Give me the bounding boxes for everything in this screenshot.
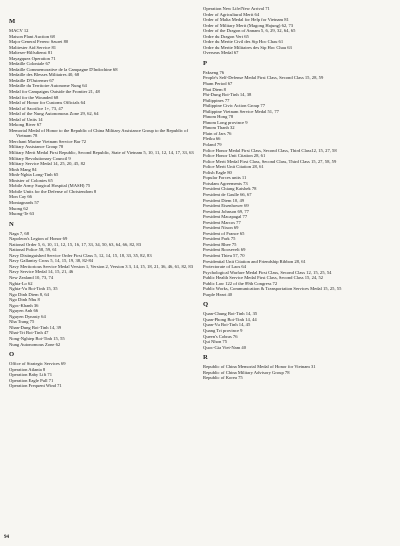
index-column-left bbox=[9, 6, 195, 389]
index-entry: Ordre du Merite Civil des Sip Hoc Chau 61 bbox=[203, 39, 284, 45]
index-entry: Navy Gallantry Cross 5, 14, 15, 19, 38, 82-84 bbox=[9, 258, 94, 264]
index-entry: Medal for Campaigns Outside the Frontier 21, 48 bbox=[9, 89, 100, 95]
index-entry: Napoleon's Legion of Honor 69 bbox=[9, 236, 68, 242]
index-entry: Medaille Commemorative de la Campagne D'Indochine 68 bbox=[9, 66, 118, 72]
index-entry: Plain of Jars 76 bbox=[203, 130, 232, 136]
index-entry: Order of Malta Medal for Help for Vietnam 81 bbox=[203, 17, 289, 23]
index-entry: MACV 12 bbox=[9, 28, 29, 33]
index-entry: Polish Eagle 80 bbox=[203, 169, 232, 175]
index-entry: Merchant Marine Vietnam Service Bar 72 bbox=[9, 138, 87, 144]
index-entry: Medal for the Wounded 68 bbox=[9, 94, 59, 100]
index-entry: Nong-Nghiep Boi-Tinh 15, 55 bbox=[9, 335, 65, 341]
index-entry: Mobile Units for the Defense of Christendom 8 bbox=[9, 188, 97, 194]
index-entry: Qui Nhon 75 bbox=[203, 339, 227, 345]
index-entry: Order of Military Merit (Magong Hajung) 62, 73 bbox=[203, 22, 294, 28]
index-entry: Queen's Cobras 76 bbox=[203, 333, 238, 339]
index-entry: New Zealand 10, 73, 74 bbox=[9, 274, 54, 280]
index-entry: Military Service Medal 14, 25, 20, 45, 82 bbox=[9, 161, 86, 167]
index-entry: President Marcos 77 bbox=[203, 219, 241, 225]
index-entry: Operation Eagle Pull 71 bbox=[9, 377, 54, 383]
index-entry: Malteser-Hilfsdienst 81 bbox=[9, 50, 53, 56]
index-entry: Minh Mang 84 bbox=[9, 166, 37, 172]
index-entry: Medal of Sacrifice 1+, 73, 47 bbox=[9, 105, 63, 111]
index-entry: President Rhee 75 bbox=[203, 241, 237, 247]
index-entry: Public Health Service Medal First Class, Second Class 15, 24, 52 bbox=[203, 275, 324, 281]
index-entry: Presidential Unit Citation and Friendship Ribbon 28, 61 bbox=[203, 258, 306, 264]
index-entry: Operation Baby Lift 71 bbox=[9, 372, 52, 378]
index-entry: Republic of China Military Advisory Group 78 bbox=[203, 369, 290, 375]
index-entry: Malitester Aid Service 81 bbox=[9, 44, 57, 50]
index-entry: Public Works, Communication & Transportation Services Medal 15, 25, 55 bbox=[203, 286, 342, 292]
index-entry: Minister of Colonies 65 bbox=[9, 177, 53, 183]
index-entry: Minh-Nghia Long-Tinh 65 bbox=[9, 172, 59, 178]
index-entry: Psychological Warfare Medal First Class, Second Class 12, 15, 25, 54 bbox=[203, 269, 332, 275]
index-entry: Nguyen Anh 66 bbox=[9, 308, 39, 314]
index-entry: Popular Forces units 11 bbox=[203, 175, 247, 181]
index-entry: Operation New Life/New Arrival 71 bbox=[203, 6, 270, 11]
index-entry: Navy Distinguished Service Order First Class 5, 12, 14, 15, 18, 33, 35, 82, 83 bbox=[9, 252, 152, 258]
index-entry: People's Self-Defense Medal First Class, Second Class 15, 28, 59 bbox=[203, 75, 324, 81]
index-entry: Medaille du Territoire Autonome Nung 64 bbox=[9, 83, 87, 89]
index-entry: Overseas Medal 67 bbox=[203, 50, 239, 56]
index-entry: Public Law 122 of the 89th Congress 72 bbox=[203, 280, 278, 286]
index-entry: Phnom Thanh 32 bbox=[203, 125, 235, 131]
index-entry: Nha Trang 75 bbox=[9, 319, 35, 325]
index-entry: President Chiang Kaishek 78 bbox=[203, 186, 257, 192]
index-entry: Ordre du Dragon Vert 65 bbox=[203, 33, 249, 39]
page-number: 94 bbox=[4, 535, 9, 540]
index-entry: Navy Service Medal 14, 15, 21, 46 bbox=[9, 269, 74, 275]
index-entry: President Nixon 69 bbox=[203, 225, 239, 231]
index-entry: Republic of China Memorial Medal of Honor for Vietnam 31 bbox=[203, 364, 316, 370]
index-entry: Memorial Medal of Honor to the Republic of China Military Assistance Group to the Republic of Vietnam 78 bbox=[9, 127, 188, 139]
index-entry: Major General Ferenc Szurei 80 bbox=[9, 39, 69, 45]
index-entry: Navy Meritorious Service Medal Version 1, Version 2, Version 3 3, 14, 15, 18, 21, 36, 46, 61, 82, 83 bbox=[9, 263, 193, 269]
index-entry: Ngo Dinh Nhu 8 bbox=[9, 297, 40, 303]
index-entry: Military Merit Medal First Republic, Second Republic, State of Vietnam 5, 10, 11, 12, 14, 17, 33, 63 bbox=[9, 150, 194, 156]
index-entry: Medal of the Nung Autonomous Zone 29, 62, 64 bbox=[9, 111, 99, 117]
index-entry: Ngoc-Khanh 36 bbox=[9, 302, 39, 308]
index-entry: Operation Frequent Wind 71 bbox=[9, 383, 62, 389]
index-entry: Naga 7, 68 bbox=[9, 230, 30, 236]
index-entry: Medal of Honor for Customs Officials 64 bbox=[9, 100, 86, 106]
index-entry: Ordre du Merite Militaires des Sip Hoc Chau 63 bbox=[203, 44, 292, 50]
index-entry: Nghia-Lo 62 bbox=[9, 280, 33, 286]
index-entry: Medaille Coloniale 67 bbox=[9, 61, 51, 67]
index-entry: Poland 79 bbox=[203, 142, 222, 148]
index-entry: President Thieu 57, 70 bbox=[203, 252, 245, 258]
index-entry: Purple Heart 40 bbox=[203, 291, 233, 297]
index-entry: Pleiku 66 bbox=[203, 136, 221, 142]
index-entry: Protectorate of Laos 64 bbox=[203, 264, 246, 270]
index-entry: President Diem 10, 49 bbox=[203, 197, 245, 203]
index-entry: Republic of Korea 75 bbox=[203, 375, 243, 381]
index-entry: Muong-Te 63 bbox=[9, 211, 35, 217]
index-entry: Quan-Vu Boi-Tinh 14, 45 bbox=[203, 322, 251, 328]
index-entry: Mobile Army Surgical Hospital (MASH) 75 bbox=[9, 183, 91, 189]
index-entry: Nguyen Dynasty 64 bbox=[9, 313, 46, 319]
index-entry: President Macapagal 77 bbox=[203, 214, 248, 220]
index-entry: Police Merit Medal First Class, Second Class, Third Class 15, 27, 58, 59 bbox=[203, 158, 337, 164]
index-entry: Nhat-Tri Boi-Tinh 47 bbox=[9, 330, 49, 336]
index-entry: Mayagquez Operation 71 bbox=[9, 55, 56, 61]
index-entry: Mon Cay 66 bbox=[9, 194, 32, 200]
index-entry: President de Gaulle 66, 67 bbox=[203, 191, 252, 197]
index-column-right bbox=[203, 6, 393, 381]
index-entry: Phat Diem 8 bbox=[203, 86, 226, 92]
index-entry: Police Merit Unit Citation 28, 61 bbox=[203, 164, 264, 170]
index-entry: Nhan-Dung Boi-Tinh 14, 39 bbox=[9, 324, 62, 330]
index-entry: Police Honor Medal First Class, Second Class, Third Class12, 15, 27, 58 bbox=[203, 147, 337, 153]
index-entry: National Order 5, 6, 10, 11, 12, 15, 16, 17, 33, 34, 50, 63, 64, 66, 82, 83 bbox=[9, 241, 142, 247]
index-entry: Nghia-Vu Boi-Tinh 15, 35 bbox=[9, 286, 58, 292]
index-entry: Office of Strategic Services 69 bbox=[9, 361, 66, 367]
index-entry: President Johnson 69, 77 bbox=[203, 208, 249, 214]
index-entry: Military Assistance Group 78 bbox=[9, 144, 64, 150]
index-entry: Mekong River 67 bbox=[9, 122, 42, 128]
index-entry: Philippines 77 bbox=[203, 97, 230, 103]
index-entry: Ngo Dinh Diem 8, 64 bbox=[9, 291, 49, 297]
index-entry: Quang Tri province 9 bbox=[203, 327, 243, 333]
index-entry: Quan-Phong Boi-Tinh 14, 44 bbox=[203, 316, 257, 322]
index-entry: President Park 75 bbox=[203, 236, 236, 242]
index-entry: Military Revolutionary Council 9 bbox=[9, 155, 71, 161]
index-entry: Pham Period 67 bbox=[203, 81, 233, 87]
section-letter-n: N bbox=[9, 220, 14, 228]
section-letter-q: Q bbox=[203, 301, 209, 309]
index-entry: Quan-Chung Boi-Tinh 14, 35 bbox=[203, 311, 258, 317]
index-entry: Quoc-Gia Viet-Nam 40 bbox=[203, 344, 247, 350]
index-entry: Nung Autonomous Zone 62 bbox=[9, 341, 61, 347]
index-entry: Maison Plant Auction 68 bbox=[9, 33, 55, 39]
index-entry: Muong 62 bbox=[9, 205, 29, 211]
index-entry: Medaille des Blesses Militaires 40, 68 bbox=[9, 72, 80, 78]
index-entry: Philippine Vietnam Service Medal 51, 77 bbox=[203, 108, 279, 114]
index-entry: Montagnards 57 bbox=[9, 199, 39, 205]
index-entry: Order of Agricultural Merit 64 bbox=[203, 11, 260, 17]
index-entry: Medal of Units 14 bbox=[9, 116, 43, 122]
section-letter-r: R bbox=[203, 354, 208, 362]
index-entry: National Police 58, 59, 61 bbox=[9, 247, 57, 253]
index-entry: Potsdam Agreements 73 bbox=[203, 180, 248, 186]
index-entry: Medaille D'Outremer 67 bbox=[9, 77, 54, 83]
index-entry: Phnom Hong 78 bbox=[203, 114, 234, 120]
index-entry: Order of the Dragon of Annam 5, 6, 29, 32, 64, 65 bbox=[203, 28, 296, 34]
index-entry: Phi-Dung Boi-Tinh 14, 38 bbox=[203, 92, 252, 98]
index-entry: President Roosevelt 69 bbox=[203, 247, 246, 253]
index-entry: Phnom Long province 9 bbox=[203, 119, 248, 125]
index-entry: Pakseng 76 bbox=[203, 69, 225, 75]
index-entry: President of France 65 bbox=[203, 230, 245, 236]
section-letter-p: P bbox=[203, 59, 208, 67]
index-entry: President Eisenhower 69 bbox=[203, 203, 249, 209]
index-entry: Philippine Civic Action Group 77 bbox=[203, 103, 266, 109]
section-letter-m: M bbox=[9, 18, 16, 25]
index-entry: Police Honor Unit Citation 28, 61 bbox=[203, 153, 266, 159]
section-letter-o: O bbox=[9, 351, 15, 359]
index-entry: Operation Atlanta 8 bbox=[9, 366, 46, 372]
